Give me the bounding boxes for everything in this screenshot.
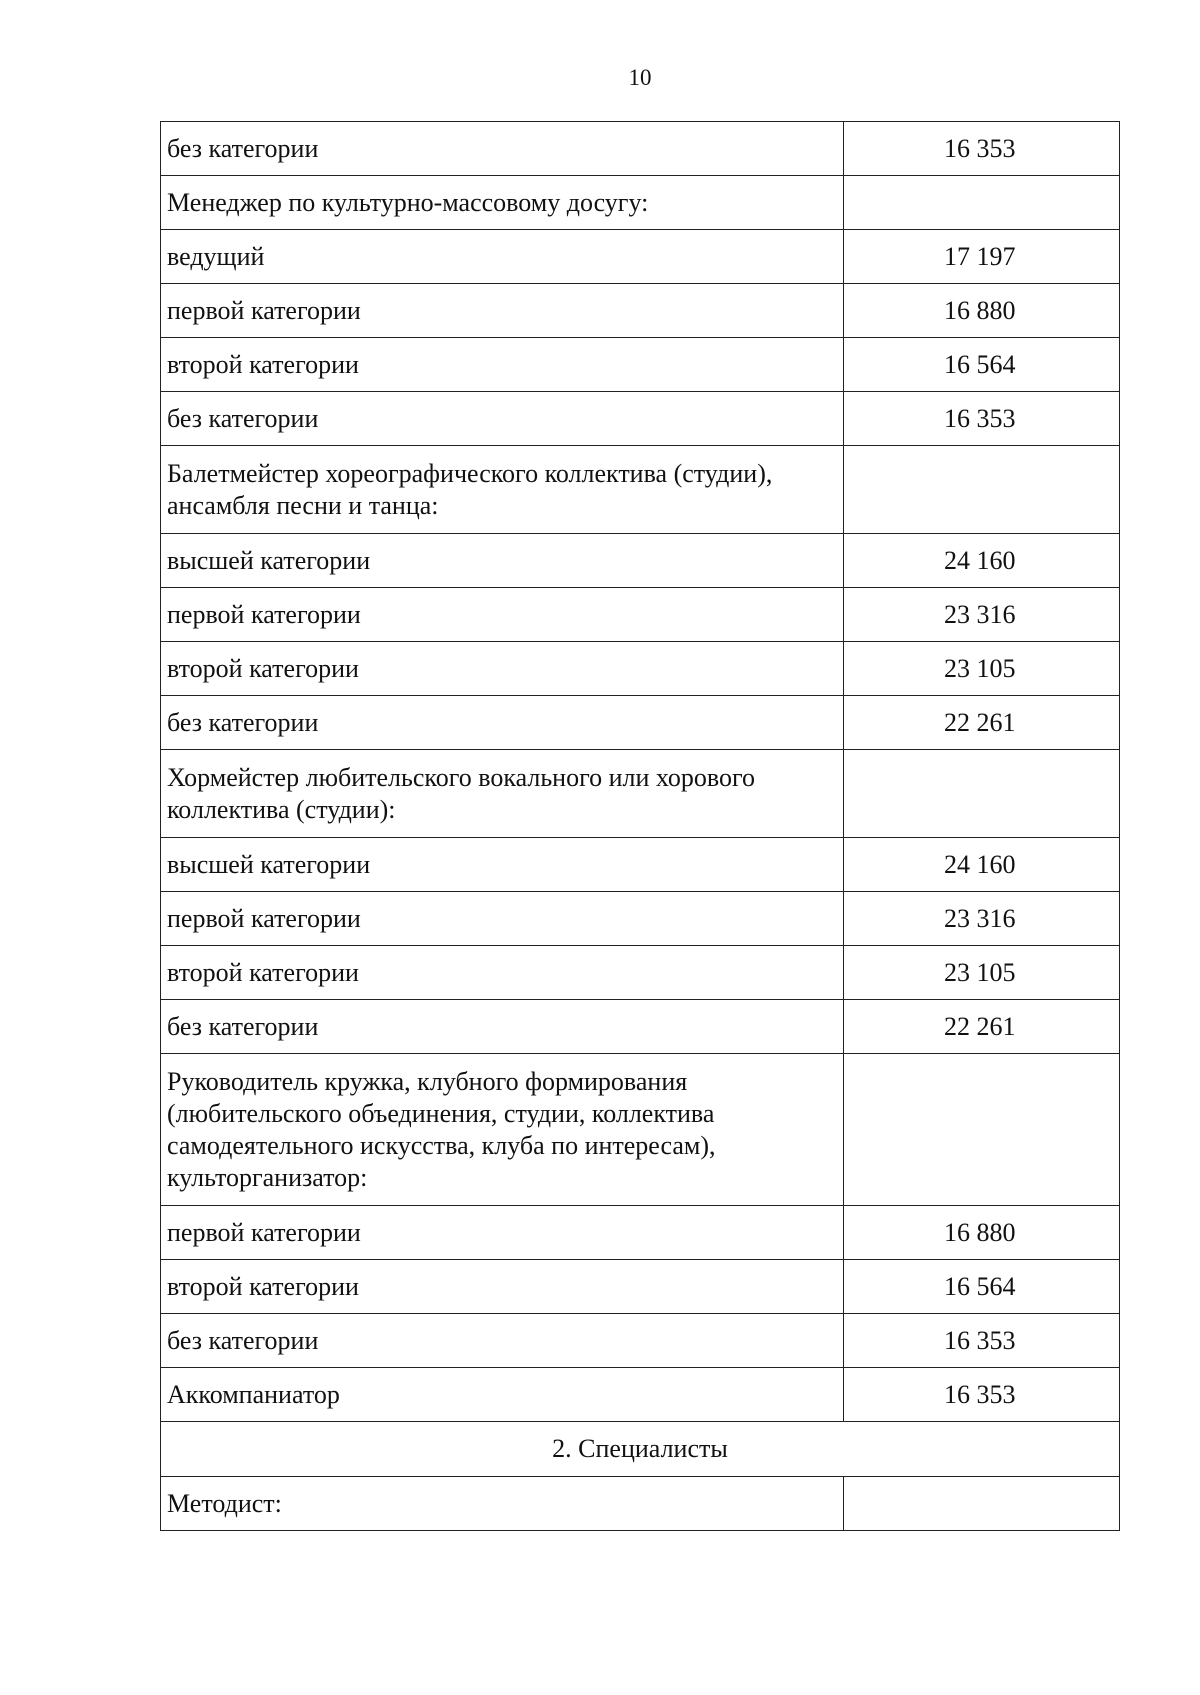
position-name: высшей категории: [161, 534, 844, 588]
table-row: [161, 946, 1120, 1000]
table-row: [161, 838, 1120, 892]
table-row: [161, 284, 1120, 338]
position-group-title: Менеджер по культурно-массовому досугу:: [161, 176, 844, 230]
section-title: 2. Специалисты: [161, 1422, 1120, 1477]
salary-value: 16 353: [844, 392, 1120, 446]
salary-value: 16 353: [844, 1368, 1120, 1422]
salary-value: 16 353: [844, 1314, 1120, 1368]
salary-value: 16 564: [844, 338, 1120, 392]
table-row: [161, 230, 1120, 284]
table-row: [161, 446, 1120, 534]
table-row: [161, 892, 1120, 946]
position-name: первой категории: [161, 284, 844, 338]
position-name: Аккомпаниатор: [161, 1368, 844, 1422]
position-name: второй категории: [161, 1260, 844, 1314]
position-name: первой категории: [161, 588, 844, 642]
position-name: второй категории: [161, 642, 844, 696]
position-name: второй категории: [161, 338, 844, 392]
table-row: [161, 176, 1120, 230]
salary-value: [844, 446, 1120, 534]
table-row: [161, 1054, 1120, 1206]
table-row: [161, 534, 1120, 588]
salary-value: [844, 176, 1120, 230]
salary-value: 22 261: [844, 696, 1120, 750]
table-row: [161, 750, 1120, 838]
table-row: [161, 122, 1120, 176]
page-number: 10: [628, 65, 652, 90]
salary-value: 17 197: [844, 230, 1120, 284]
table-row: [161, 588, 1120, 642]
salary-value: 24 160: [844, 534, 1120, 588]
table-row: [161, 1477, 1120, 1531]
salary-value: 22 261: [844, 1000, 1120, 1054]
salary-value: 16 353: [844, 122, 1120, 176]
salary-value: [844, 750, 1120, 838]
salary-value: 16 880: [844, 1206, 1120, 1260]
table-row: [161, 1422, 1120, 1477]
position-name: без категории: [161, 1000, 844, 1054]
salary-value: [844, 1477, 1120, 1531]
position-name: без категории: [161, 696, 844, 750]
salary-value: 24 160: [844, 838, 1120, 892]
position-name: первой категории: [161, 1206, 844, 1260]
salary-value: 16 880: [844, 284, 1120, 338]
table-row: [161, 696, 1120, 750]
table-row: [161, 1368, 1120, 1422]
salary-value: 23 316: [844, 588, 1120, 642]
position-group-title: Хормейстер любительского вокального или хорового коллектива (студии):: [161, 750, 844, 838]
position-name: без категории: [161, 1314, 844, 1368]
table-row: [161, 338, 1120, 392]
position-group-title: Балетмейстер хореографического коллектива (студии), ансамбля песни и танца:: [161, 446, 844, 534]
salary-value: 23 105: [844, 642, 1120, 696]
position-name: без категории: [161, 392, 844, 446]
position-name: второй категории: [161, 946, 844, 1000]
salary-value: [844, 1054, 1120, 1206]
salary-value: 16 564: [844, 1260, 1120, 1314]
table-row: [161, 1260, 1120, 1314]
position-name: без категории: [161, 122, 844, 176]
salary-table: [160, 121, 1120, 1531]
position-name: ведущий: [161, 230, 844, 284]
position-group-title: Методист:: [161, 1477, 844, 1531]
position-name: высшей категории: [161, 838, 844, 892]
table-row: [161, 1314, 1120, 1368]
position-group-title: Руководитель кружка, клубного формирования (любительского объединения, студии, коллектива самодеятельного искусства, клуба по интересам), культорганизатор:: [161, 1054, 844, 1206]
salary-value: 23 105: [844, 946, 1120, 1000]
position-name: первой категории: [161, 892, 844, 946]
table-row: [161, 392, 1120, 446]
table-row: [161, 1206, 1120, 1260]
table-row: [161, 1000, 1120, 1054]
salary-value: 23 316: [844, 892, 1120, 946]
table-row: [161, 642, 1120, 696]
